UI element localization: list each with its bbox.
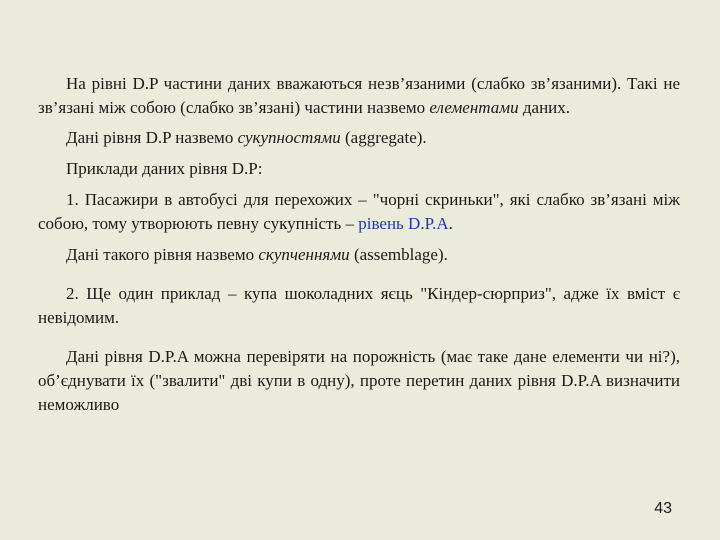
term-aggregates: сукупностями: [237, 128, 341, 147]
paragraph-examples-heading: Приклади даних рівня D.P:: [66, 159, 263, 178]
paragraph-dpa-operations: Дані рівня D.P.A можна перевіряти на порожність (має таке дане елементи чи ні?), об’єднувати їх ("звалити" дві купи в одну), проте перетин даних рівня D.P.A визначити неможливо: [38, 347, 680, 414]
paragraph-text: 1. Пасажири в автобусі для перехожих – "чорні скриньки", які слабко зв’язані між собою, тому утворюють певну сукупність –: [38, 190, 680, 233]
paragraph-text: (assemblage).: [349, 245, 448, 264]
term-assemblages: скупченнями: [258, 245, 350, 264]
paragraph-text: Дані такого рівня назвемо: [66, 245, 259, 264]
slide-body: [38, 72, 680, 423]
paragraph-aggregate-definition: [38, 126, 680, 150]
paragraph-text: даних.: [518, 98, 571, 117]
page-number: 43: [654, 500, 672, 517]
paragraph-assemblage-definition: [38, 243, 680, 267]
term-elements: елементами: [429, 98, 519, 117]
paragraph-example-kinder: 2. Ще один приклад – купа шоколадних яєць "Кіндер-сюрприз", адже їх вміст є невідомим.: [38, 284, 680, 327]
level-dpa-link[interactable]: рівень D.P.A: [358, 214, 449, 233]
paragraph-elements-definition: [38, 72, 680, 120]
paragraph-text: На рівні D.P частини даних вважаються незв’язаними (слабко зв’язаними). Такі не зв’язані між собою (слабко зв’язані) частини назвемо: [38, 74, 680, 117]
paragraph-text: (aggregate).: [340, 128, 427, 147]
paragraph-text: .: [448, 214, 453, 233]
paragraph-example-passengers: [38, 188, 680, 236]
paragraph-text: Дані рівня D.P назвемо: [66, 128, 238, 147]
